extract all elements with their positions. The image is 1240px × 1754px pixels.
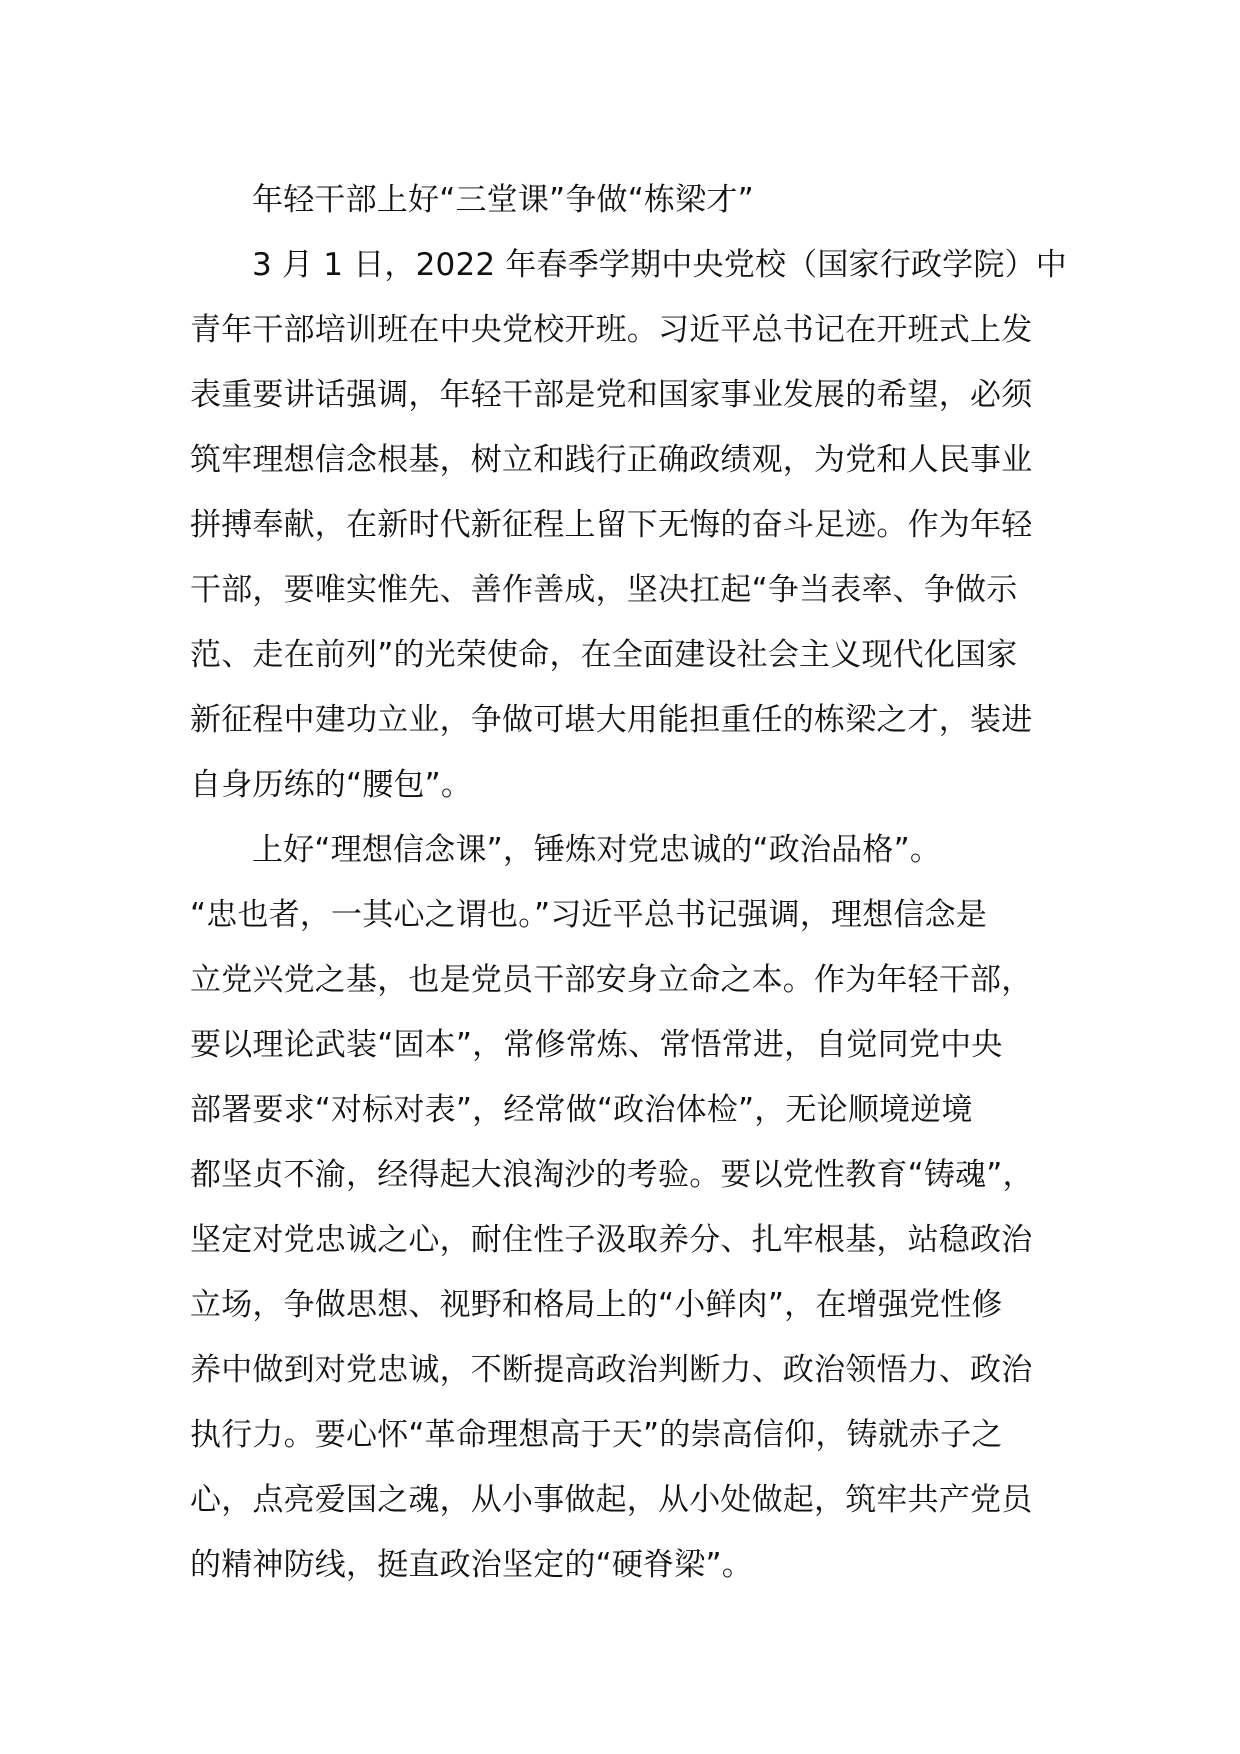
paragraph-line: 执行力。要心怀“革命理想高于天”的崇高信仰，铸就赤子之 [190,1417,1003,1453]
paragraph-line: 表重要讲话强调，年轻干部是党和国家事业发展的希望，必须 [190,377,1033,413]
section-heading-line: 上好“理想信念课”，锤炼对党忠诚的“政治品格”。 [252,832,942,868]
paragraph-line: 3 月 1 日，2022 年春季学期中央党校（国家行政学院）中 [252,247,1067,283]
paragraph-line: 立场，争做思想、视野和格局上的“小鲜肉”，在增强党性修 [190,1287,1003,1323]
paragraph-line: 干部，要唯实惟先、善作善成，坚决扛起“争当表率、争做示 [190,572,1018,608]
paragraph-line: 新征程中建功立业，争做可堪大用能担重任的栋梁之才，装进 [190,702,1033,738]
paragraph-line: 筑牢理想信念根基，树立和践行正确政绩观，为党和人民事业 [190,442,1033,478]
document-body [190,168,1067,1598]
paragraph-line: 养中做到对党忠诚，不断提高政治判断力、政治领悟力、政治 [190,1352,1033,1388]
paragraph-line: 坚定对党忠诚之心，耐住性子汲取养分、扎牢根基，站稳政治 [190,1222,1033,1258]
paragraph-line: 自身历练的“腰包”。 [190,767,473,803]
paragraph-line: 立党兴党之基，也是党员干部安身立命之本。作为年轻干部， [190,962,1033,998]
paragraph-line: 部署要求“对标对表”，经常做“政治体检”，无论顺境逆境 [190,1092,973,1128]
paragraph-line: 拼搏奉献，在新时代新征程上留下无悔的奋斗足迹。作为年轻 [190,507,1033,543]
paragraph-line: 心，点亮爱国之魂，从小事做起，从小处做起，筑牢共产党员 [190,1482,1033,1518]
paragraph-line: 范、走在前列”的光荣使命，在全面建设社会主义现代化国家 [190,637,1018,673]
document-title: 年轻干部上好“三堂课”争做“栋梁才” [252,182,754,218]
paragraph-line: 都坚贞不渝，经得起大浪淘沙的考验。要以党性教育“铸魂”， [190,1157,1034,1193]
paragraph-line: 的精神防线，挺直政治坚定的“硬脊梁”。 [190,1547,753,1583]
paragraph-line: “忠也者，一其心之谓也。”习近平总书记强调，理想信念是 [190,897,988,933]
paragraph-line: 青年干部培训班在中央党校开班。习近平总书记在开班式上发 [190,312,1033,348]
paragraph-line: 要以理论武装“固本”，常修常炼、常悟常进，自觉同党中央 [190,1027,1003,1063]
